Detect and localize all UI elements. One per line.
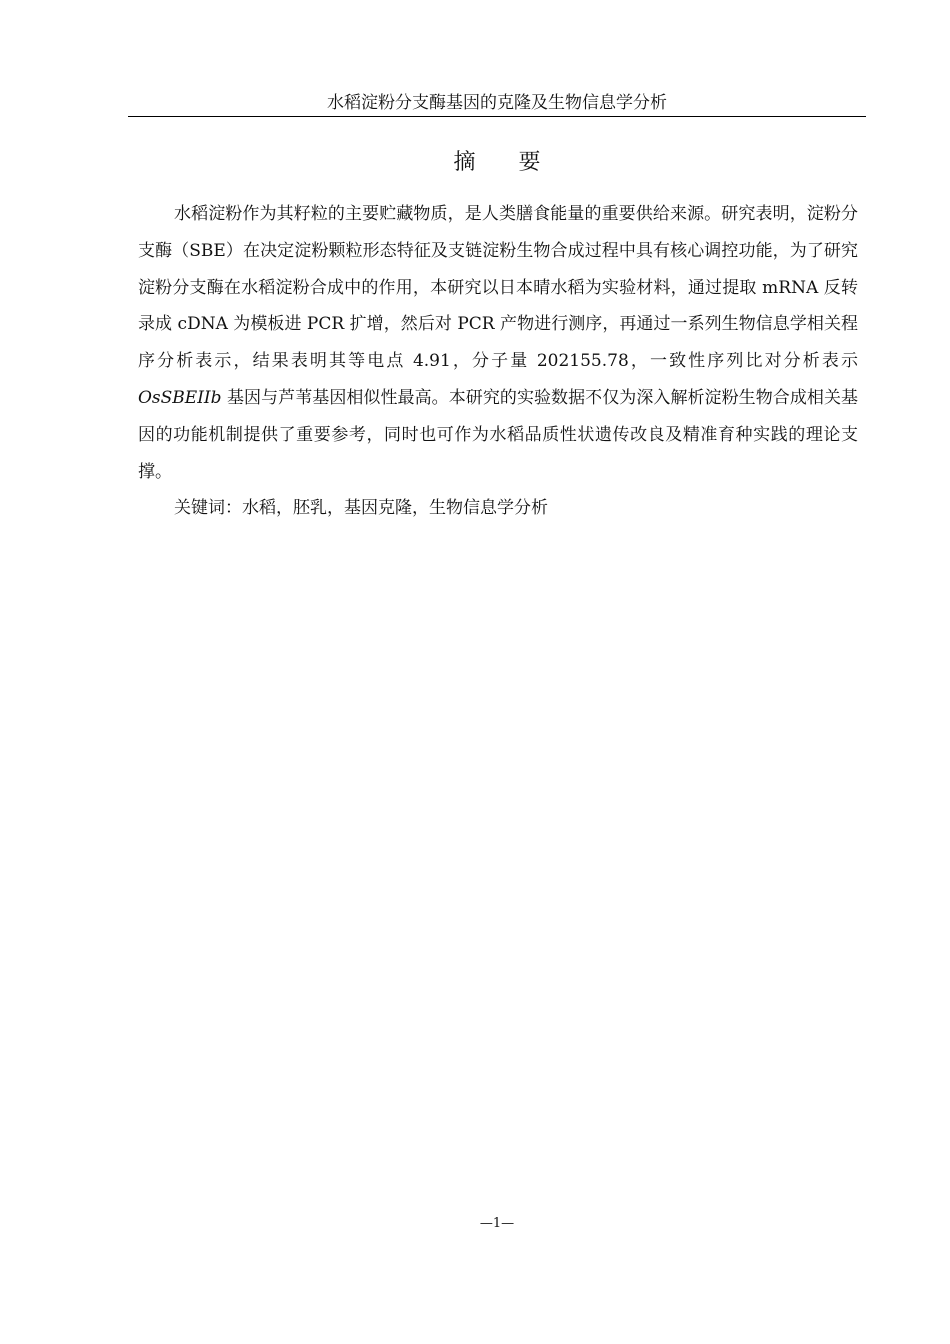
running-header: 水稻淀粉分支酶基因的克隆及生物信息学分析 <box>128 90 866 117</box>
page-number: —1— <box>479 1216 515 1231</box>
abstract-title: 摘 要 <box>453 150 559 175</box>
abstract-text-part2: 基因与芦苇基因相似性最高。本研究的实验数据不仅为深入解析淀粉生物合成相关基因的功能机制提供了重要参考，同时也可作为水稻品质性状遗传改良及精准育种实践的理论支撑。 <box>138 387 858 482</box>
keywords: 关键词：水稻，胚乳，基因克隆，生物信息学分析 <box>174 498 548 518</box>
gene-name: OsSBEIIb <box>138 387 222 408</box>
abstract-text-part1: 水稻淀粉作为其籽粒的主要贮藏物质，是人类膳食能量的重要供给来源。研究表明，淀粉分支酶（SBE）在决定淀粉颗粒形态特征及支链淀粉生物合成过程中具有核心调控功能，为了研究淀粉分支酶在水稻淀粉合成中的作用，本研究以日本晴水稻为实验材料，通过提取 mRNA 反转录成 cDNA 为模板进 PCR 扩增，然后对 PCR 产物进行测序，再通过一系列生物信息学相关程序分析表示，结果表明其等电点 4.91，分子量 202155.78，一致性序列比对分析表示 <box>138 204 858 372</box>
abstract-body <box>138 196 858 490</box>
